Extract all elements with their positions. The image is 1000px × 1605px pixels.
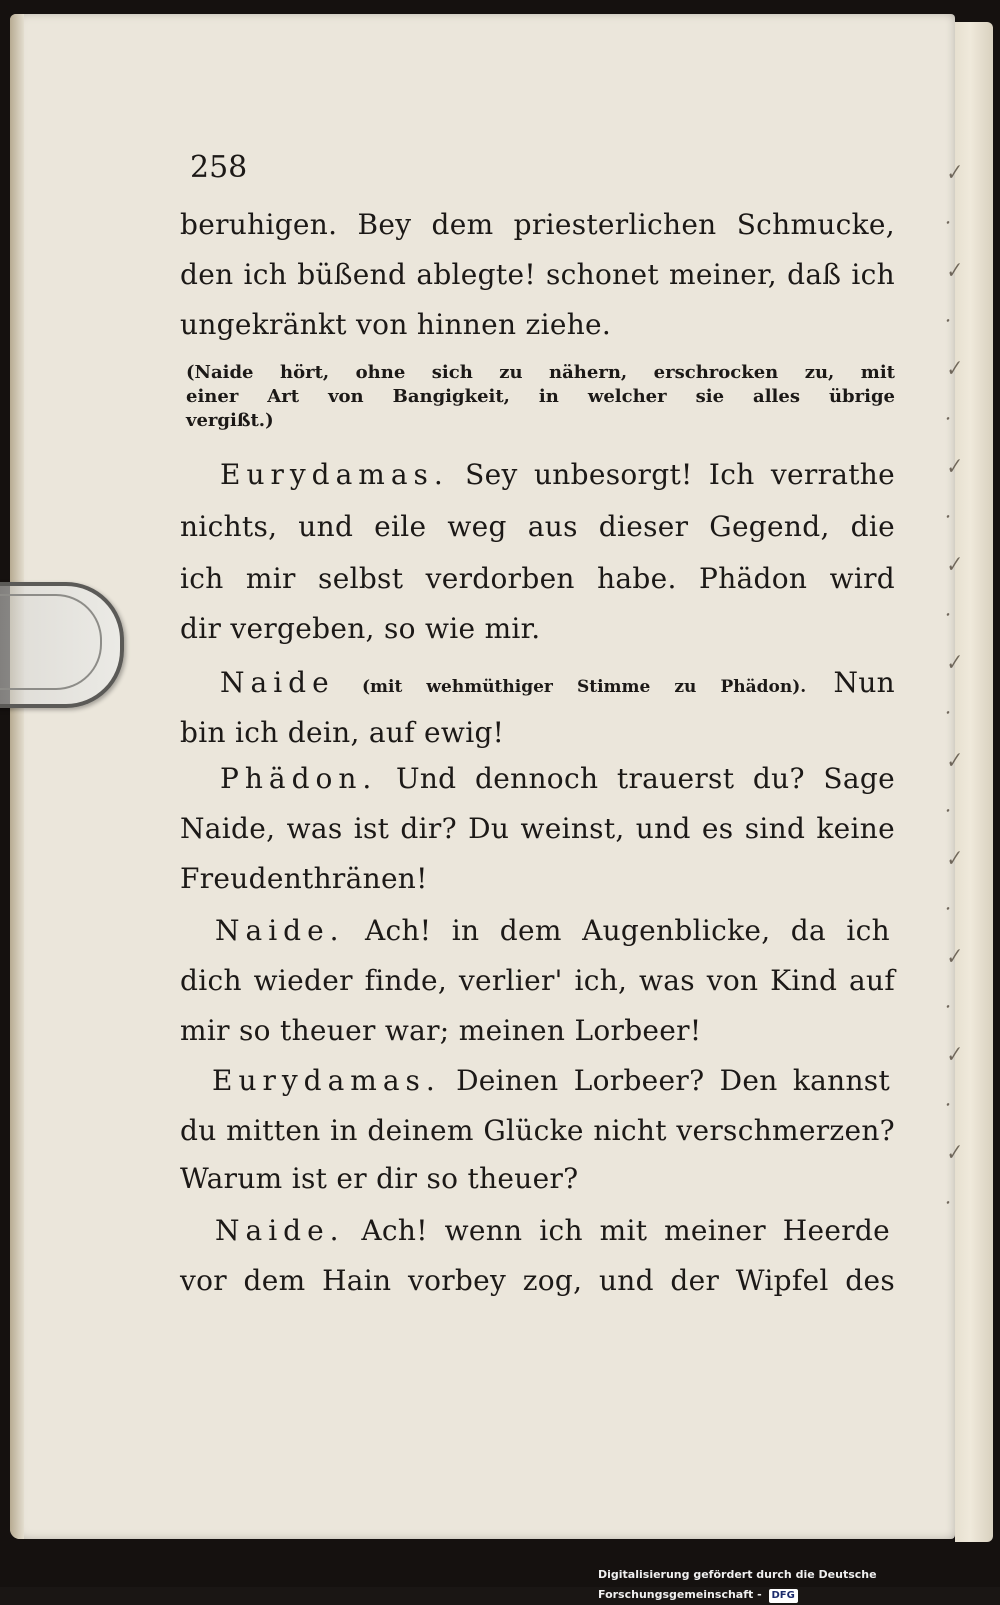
speech-text: Sey unbesorgt! Ich verrathe: [465, 458, 895, 491]
text-line: Naide, was ist dir? Du weinst, und es sind keine: [180, 812, 895, 845]
footer-text: Digitalisierung gefördert durch die Deutsche Forschungsgemeinschaft -: [598, 1568, 877, 1601]
text-line: Warum ist er dir so theuer?: [180, 1162, 579, 1195]
page-number: 258: [190, 150, 248, 185]
speech-naide: [220, 666, 895, 699]
speaker-name: Naide.: [215, 914, 345, 947]
paper-clip-inner: [0, 594, 102, 690]
speech-text: Und dennoch trauerst du? Sage: [395, 762, 895, 795]
text-line: bin ich dein, auf ewig!: [180, 716, 505, 749]
speech-eurydamas: [220, 458, 895, 491]
text-line: ungekränkt von hinnen ziehe.: [180, 308, 612, 341]
text-line: beruhigen. Bey dem priesterlichen Schmucke,: [180, 208, 895, 241]
text-line: vor dem Hain vorbey zog, und der Wipfel des: [180, 1264, 895, 1297]
speaker-name: Phädon.: [220, 762, 378, 795]
speech-phaedon: [220, 762, 895, 795]
text-line: mir so theuer war; meinen Lorbeer!: [180, 1014, 702, 1047]
text-line: nichts, und eile weg aus dieser Gegend, die: [180, 510, 895, 543]
text-line: den ich büßend ablegte! schonet meiner, daß ich: [180, 258, 895, 291]
speech-naide: [215, 914, 890, 947]
speech-text: Deinen Lorbeer? Den kannst: [456, 1064, 891, 1097]
stage-direction-line: (Naide hört, ohne sich zu nähern, erschrocken zu, mit: [186, 362, 895, 383]
speaker-name: Naide.: [215, 1214, 345, 1247]
speaker-name: Eurydamas.: [212, 1064, 441, 1097]
text-line: ich mir selbst verdorben habe. Phädon wird: [180, 562, 895, 595]
speech-text: Ach! wenn ich mit meiner Heerde: [361, 1214, 890, 1247]
speech-naide: [215, 1214, 890, 1247]
text-line: Freudenthränen!: [180, 862, 428, 895]
digitization-footer: [598, 1565, 998, 1601]
text-line: dich wieder finde, verlier' ich, was von Kind auf: [180, 964, 895, 997]
stage-direction-line: einer Art von Bangigkeit, in welcher sie alles übrige: [186, 386, 895, 407]
speech-text: Nun: [833, 666, 895, 699]
speaker-name: Eurydamas.: [220, 458, 449, 491]
facing-page-bleed: ✓ · ✓ · ✓ · ✓ · ✓ · ✓ · ✓ · ✓ · ✓ · ✓ · ✓ ·: [942, 158, 964, 1215]
text-line: dir vergeben, so wie mir.: [180, 612, 541, 645]
text-line: du mitten in deinem Glücke nicht verschmerzen?: [180, 1114, 895, 1147]
speech-text: Ach! in dem Augenblicke, da ich: [364, 914, 890, 947]
page-gutter: [10, 14, 24, 1539]
stage-direction-inline: (mit wehmüthiger Stimme zu Phädon).: [362, 677, 807, 697]
speech-eurydamas: [212, 1064, 890, 1097]
dfg-logo: DFG: [769, 1589, 798, 1603]
speaker-name: Naide: [220, 666, 335, 699]
stage-direction-line: vergißt.): [186, 410, 274, 431]
